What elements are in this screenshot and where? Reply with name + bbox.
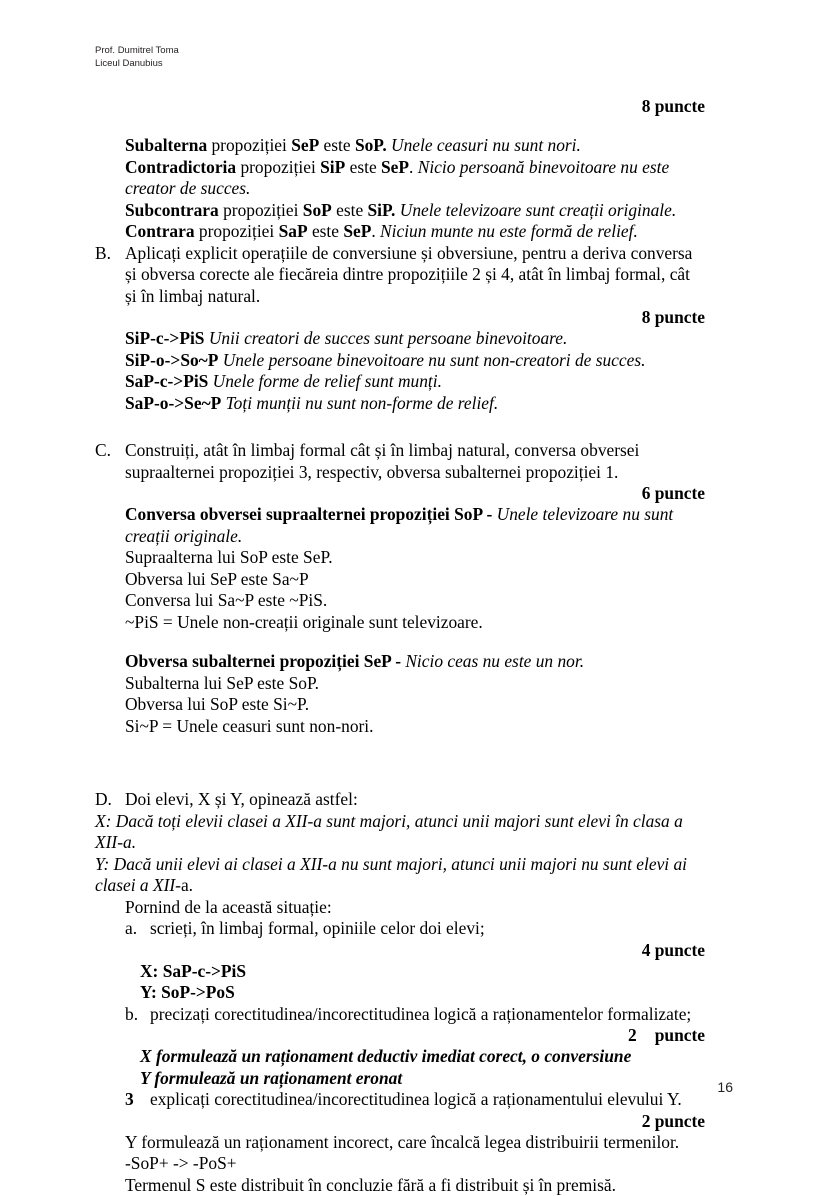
- answer-formula: SiP-c->PiS: [125, 328, 204, 348]
- list-marker-d: D.: [95, 789, 125, 811]
- answer-line-sap-obversa: [95, 393, 705, 415]
- answer-formula: SeP: [381, 157, 409, 177]
- answer-evaluation-y-text: Y formulează un raționament eronat: [140, 1068, 402, 1088]
- explanation-line-1: Y formulează un raționament incorect, care încalcă legea distribuirii termenilor.: [95, 1132, 705, 1154]
- points-label-3: 6 puncte: [95, 483, 705, 504]
- answer-natural-language: Unele persoane binevoitoare nu sunt non-creatori de succes.: [218, 350, 645, 370]
- opinion-y-text: Y: Dacă unii elevi ai clasei a XII-a nu sunt majori, atunci unii majori nu sunt elevi ai clasei a XII: [95, 854, 687, 896]
- answer-text: .: [409, 157, 418, 177]
- answer-text: este: [332, 200, 368, 220]
- answer-line-contradictoria: [95, 157, 705, 200]
- list-item-d-a-text: scrieți, în limbaj formal, opiniile celor doi elevi;: [150, 918, 705, 940]
- answer-natural-language: Unele ceasuri nu sunt nori.: [387, 135, 581, 155]
- points-value: 2: [628, 1025, 637, 1045]
- opinion-y-statement: [95, 854, 705, 897]
- answer-formula: SeP: [291, 135, 319, 155]
- answer-evaluation-x: [95, 1046, 705, 1068]
- opinion-x-statement: [95, 811, 705, 854]
- answer-evaluation-x-text: X formulează un raționament deductiv imediat corect, o conversiune: [140, 1046, 631, 1066]
- answer-formula: SiP: [320, 157, 345, 177]
- answer-formula-x: [95, 961, 705, 983]
- points-unit: puncte: [655, 1025, 705, 1045]
- answer-heading-bold: Obversa subalternei propoziției SeP -: [125, 651, 401, 671]
- list-item-d-a: [95, 918, 705, 940]
- explanation-line-2: -SoP+ -> -PoS+: [95, 1153, 705, 1175]
- answer-natural-language: Nicio persoană binevoitoare nu este creator de succes.: [125, 157, 669, 199]
- answer-natural-language: Unele televizoare nu sunt creații originale.: [125, 504, 673, 546]
- letterhead-school: Liceul Danubius: [95, 57, 179, 70]
- list-item-d-c-text: explicați corectitudinea/incorectitudinea logică a raționamentului elevului Y.: [150, 1089, 705, 1111]
- opinion-x-text: X: Dacă toți elevii clasei a XII-a sunt majori, atunci unii majori sunt elevi în clasa a XII-a.: [95, 811, 683, 853]
- answer-text: propoziției: [195, 221, 279, 241]
- answer-formula: SaP-o->Se~P: [125, 393, 221, 413]
- answer-natural-language: Unele forme de relief sunt munți.: [208, 371, 442, 391]
- answer-natural-language: Toți munții nu sunt non-forme de relief.: [221, 393, 498, 413]
- answer-step-line: Subalterna lui SeP este SoP.: [95, 673, 705, 695]
- list-item-c-text: Construiți, atât în limbaj formal cât și în limbaj natural, conversa obversei supraalternei propoziției 3, respectiv, obversa subalternei propoziției 1.: [125, 440, 705, 483]
- answer-formula: SaP: [279, 221, 308, 241]
- list-item-d-text: Doi elevi, X și Y, opinează astfel:: [125, 789, 705, 811]
- list-marker-d-a: a.: [125, 918, 150, 940]
- answer-formula-y: [95, 982, 705, 1004]
- answer-step-line: Supraalterna lui SoP este SeP.: [95, 547, 705, 569]
- answer-contradictoria-keyword: Contradictoria: [125, 157, 236, 177]
- answer-line-subcontrara: [95, 200, 705, 222]
- answer-heading-conversa-obversei: [95, 504, 705, 547]
- answer-step-line: ~PiS = Unele non-creații originale sunt televizoare.: [95, 612, 705, 634]
- list-marker-c: C.: [95, 440, 125, 462]
- answer-line-sip-obversa: [95, 350, 705, 372]
- list-item-c: [95, 440, 705, 483]
- answer-text: propoziției: [236, 157, 320, 177]
- list-marker-b: B.: [95, 243, 125, 265]
- answer-formula-x-text: X: SaP-c->PiS: [140, 961, 246, 981]
- answer-subcontrara-keyword: Subcontrara: [125, 200, 219, 220]
- answer-formula: SeP: [343, 221, 371, 241]
- answer-natural-language: Unele televizoare sunt creații originale.: [395, 200, 676, 220]
- answer-line-sip-conversa: [95, 328, 705, 350]
- answer-natural-language: Niciun munte nu este formă de relief.: [380, 221, 638, 241]
- answer-text: este: [319, 135, 355, 155]
- answer-formula: SoP: [303, 200, 332, 220]
- answer-formula: SaP-c->PiS: [125, 371, 208, 391]
- answer-contrara-keyword: Contrara: [125, 221, 195, 241]
- answer-text: propoziției: [207, 135, 291, 155]
- list-marker-d-b: b.: [125, 1004, 150, 1026]
- page-number: 16: [0, 1079, 733, 1095]
- answer-line-subalterna: [95, 135, 705, 157]
- list-marker-d-c: 3: [125, 1089, 150, 1111]
- answer-text: .: [371, 221, 380, 241]
- answer-step-line: Conversa lui Sa~P este ~PiS.: [95, 590, 705, 612]
- answer-formula: SiP.: [368, 200, 396, 220]
- answer-natural-language: Nicio ceas nu este un nor.: [401, 651, 584, 671]
- lead-in-text: Pornind de la această situație:: [95, 897, 705, 919]
- list-item-d-b: [95, 1004, 705, 1026]
- points-label-5: [95, 1025, 705, 1046]
- answer-line-contrara: [95, 221, 705, 243]
- answer-text: este: [345, 157, 381, 177]
- points-label-6: 2 puncte: [95, 1111, 705, 1132]
- points-label-4: 4 puncte: [95, 940, 705, 961]
- answer-natural-language: Unii creatori de succes sunt persoane binevoitoare.: [204, 328, 567, 348]
- list-item-b: [95, 243, 705, 308]
- points-label-1: 8 puncte: [95, 96, 705, 117]
- letterhead: [95, 44, 179, 70]
- list-item-b-text: Aplicați explicit operațiile de conversiune și obversiune, pentru a deriva conversa și obversa corecte ale fiecăreia dintre propozițiile 2 și 4, atât în limbaj formal, cât și în limbaj natural.: [125, 243, 705, 308]
- answer-formula: SoP.: [355, 135, 387, 155]
- letterhead-author: Prof. Dumitrel Toma: [95, 44, 179, 57]
- answer-formula: SiP-o->So~P: [125, 350, 218, 370]
- answer-step-line: Obversa lui SeP este Sa~P: [95, 569, 705, 591]
- answer-text: este: [308, 221, 344, 241]
- answer-subalterna-keyword: Subalterna: [125, 135, 207, 155]
- list-item-d: [95, 789, 705, 811]
- answer-step-line: Obversa lui SoP este Si~P.: [95, 694, 705, 716]
- document-body: [95, 96, 705, 1196]
- explanation-line-3: Termenul S este distribuit în concluzie fără a fi distribuit și în premisă.: [95, 1175, 705, 1196]
- list-item-d-b-text: precizați corectitudinea/incorectitudinea logică a raționamentelor formalizate;: [150, 1004, 705, 1026]
- answer-heading-obversa-subalternei: [95, 651, 705, 673]
- answer-text: propoziției: [219, 200, 303, 220]
- opinion-y-tail: -a.: [175, 875, 193, 895]
- answer-formula-y-text: Y: SoP->PoS: [140, 982, 235, 1002]
- answer-heading-bold: Conversa obversei supraalternei propoziției SoP -: [125, 504, 492, 524]
- answer-line-sap-conversa: [95, 371, 705, 393]
- answer-step-line: Si~P = Unele ceasuri sunt non-nori.: [95, 716, 705, 738]
- points-label-2: 8 puncte: [95, 307, 705, 328]
